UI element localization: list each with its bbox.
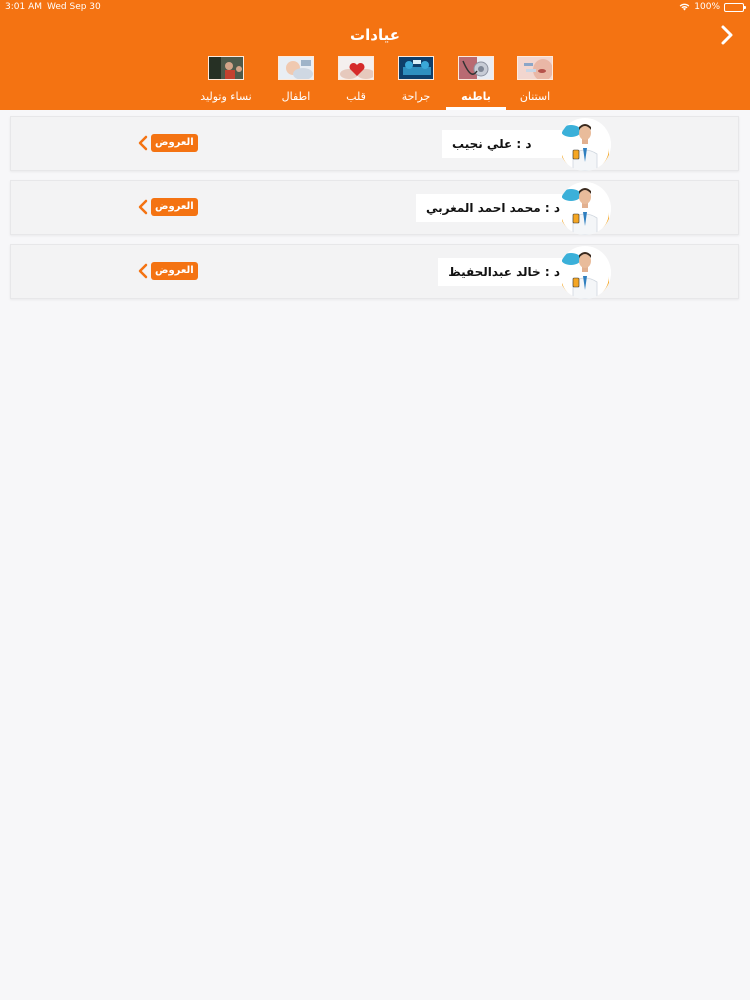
chevron-left-icon	[137, 198, 149, 216]
tab-label-dental: استنان	[519, 90, 551, 103]
chevron-left-icon	[137, 134, 149, 152]
offers-button[interactable]	[137, 134, 198, 152]
offers-badge: العروض	[151, 262, 198, 280]
stethoscope-thumbnail-icon	[458, 56, 494, 80]
tab-label-children: اطفال	[281, 90, 311, 103]
tab-obstetrics[interactable]	[195, 54, 257, 110]
obstetrics-thumbnail-icon	[208, 56, 244, 80]
category-tabs	[0, 54, 750, 110]
tab-surgery[interactable]	[396, 54, 436, 110]
tab-label-internal: باطنه	[461, 90, 491, 103]
doctor-avatar-icon	[559, 246, 611, 299]
dental-thumbnail-icon	[517, 56, 553, 80]
status-bar	[0, 0, 750, 14]
tab-dental[interactable]	[515, 54, 555, 110]
back-button[interactable]	[716, 24, 738, 46]
offers-button[interactable]	[137, 198, 198, 216]
page-title: عيادات	[350, 26, 400, 44]
battery-percent: 100%	[694, 2, 720, 12]
chevron-left-icon	[137, 262, 149, 280]
doctor-name: د : علي نجيب	[442, 130, 562, 158]
doctor-name: د : محمد احمد المغربي	[416, 194, 562, 222]
doctor-card[interactable]	[10, 244, 739, 299]
status-right	[679, 2, 744, 12]
doctor-avatar-icon	[559, 118, 611, 171]
app-header	[0, 0, 750, 110]
wifi-icon	[679, 3, 690, 11]
heart-thumbnail-icon	[338, 56, 374, 80]
tab-label-obstetrics: نساء وتوليد	[200, 90, 252, 103]
status-time: 3:01 AM	[5, 2, 42, 12]
tab-label-surgery: جراحة	[401, 90, 431, 103]
offers-badge: العروض	[151, 134, 198, 152]
tab-heart[interactable]	[336, 54, 376, 110]
tab-children[interactable]	[276, 54, 316, 110]
offers-badge: العروض	[151, 198, 198, 216]
tab-label-heart: قلب	[346, 90, 366, 103]
baby-thumbnail-icon	[278, 56, 314, 80]
offers-button[interactable]	[137, 262, 198, 280]
battery-icon	[724, 3, 744, 12]
doctor-card[interactable]	[10, 116, 739, 171]
status-date: Wed Sep 30	[47, 2, 101, 12]
chevron-right-icon	[716, 24, 738, 46]
doctor-avatar-icon	[559, 182, 611, 235]
tab-internal[interactable]	[446, 54, 506, 110]
doctor-card[interactable]	[10, 180, 739, 235]
surgery-thumbnail-icon	[398, 56, 434, 80]
active-tab-indicator	[446, 107, 506, 110]
doctor-name: د : خالد عبدالحفيظ	[438, 258, 562, 286]
